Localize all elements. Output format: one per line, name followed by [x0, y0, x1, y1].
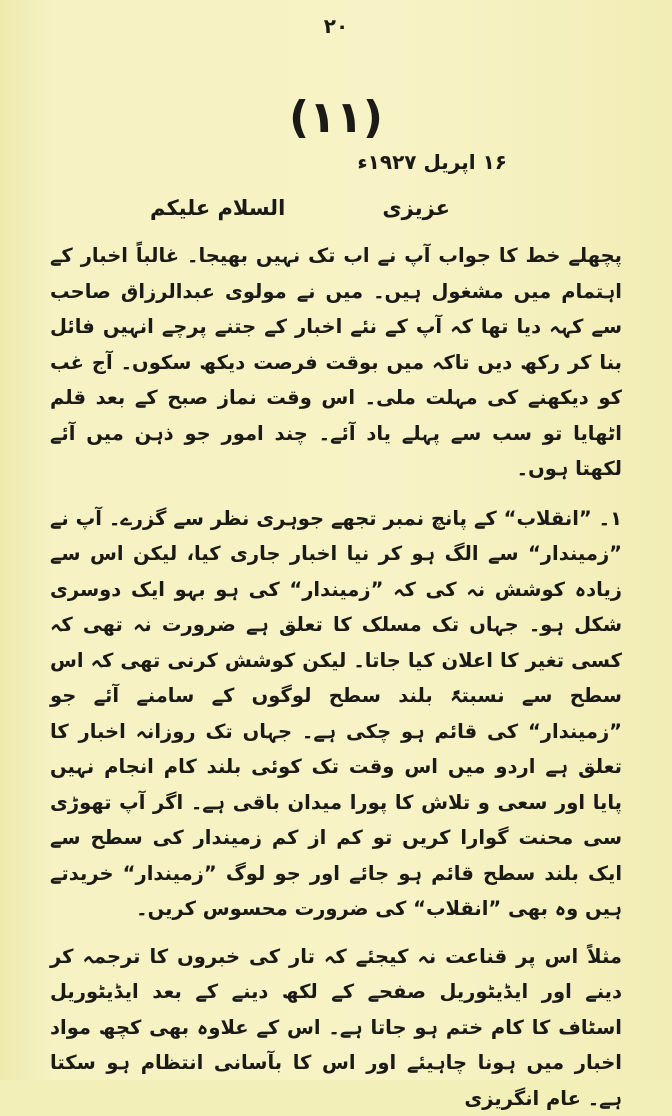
- page-number: ۲۰: [0, 14, 672, 38]
- greeting: السلام علیکم: [150, 196, 285, 220]
- paragraph-intro: پچھلے خط کا جواب آپ نے اب تک نہیں بھیجا۔ غالباً اخبار کے اہتمام میں مشغول ہیں۔ میں نے مولوی عبدالرزاق صاحب سے کہہ دیا تھا کہ آپ کے نئے اخبار کے جتنے پرچے انہیں فائل بنا کر رکھ دیں تاکہ میں بوقت فرصت دیکھ سکوں۔ آج غب کو دیکھنے کی مہلت ملی۔ اس وقت نماز صبح کے بعد قلم اٹھایا تو سب سے پہلے یاد آئے۔ چند امور جو ذہن میں آئے لکھتا ہوں۔: [50, 238, 622, 487]
- recipient-address: عزیزی: [382, 196, 450, 220]
- paragraph-point-1: ۱۔ ”انقلاب“ کے پانچ نمبر تجھے جوہری نظر سے گزرے۔ آپ نے ”زمیندار“ سے الگ ہو کر نیا اخبار جاری کیا، لیکن اس سے زیادہ کوشش نہ کی کہ ”زمیندار“ کی ہو بہو ایک دوسری شکل ہو۔ جہاں تک مسلک کا تعلق ہے ضرورت نہ تھی کہ کسی تغیر کا اعلان کیا جاتا۔ لیکن کوشش کرنی تھی کہ اس سطح سے نسبتہً بلند سطح لوگوں کے سامنے آئے جو ”زمیندار“ کی قائم ہو چکی ہے۔ جہاں تک روزانہ اخبار کا تعلق ہے اردو میں اس وقت تک کوئی بلند کام انجام نہیں پایا اور سعی و تلاش کا پورا میدان باقی ہے۔ اگر آپ تھوڑی سی محنت گوارا کریں تو کم از کم زمیندار کی سطح سے ایک بلند سطح قائم ہو جائے اور جو لوگ ”زمیندار“ خریدتے ہیں وہ بھی ”انقلاب“ کی ضرورت محسوس کریں۔: [50, 501, 622, 927]
- letter-date: ۱۶ اپریل ۱۹۲۷ء: [357, 150, 507, 174]
- letter-number: (۱۱): [0, 92, 672, 143]
- salutation-row: [150, 196, 450, 220]
- letter-body: [50, 238, 622, 1116]
- paragraph-example: مثلاً اس پر قناعت نہ کیجئے کہ تار کی خبروں کا ترجمہ کر دینے اور ایڈیٹوریل صفحے کے لکھ دینے کے بعد ایڈیٹوریل اسٹاف کا کام ختم ہو جاتا ہے۔ اس کے علاوہ بھی کچھ مواد اخبار میں ہونا چاہیئے اور اس کا بآسانی انتظام ہو سکتا ہے۔ عام انگریزی: [50, 939, 622, 1116]
